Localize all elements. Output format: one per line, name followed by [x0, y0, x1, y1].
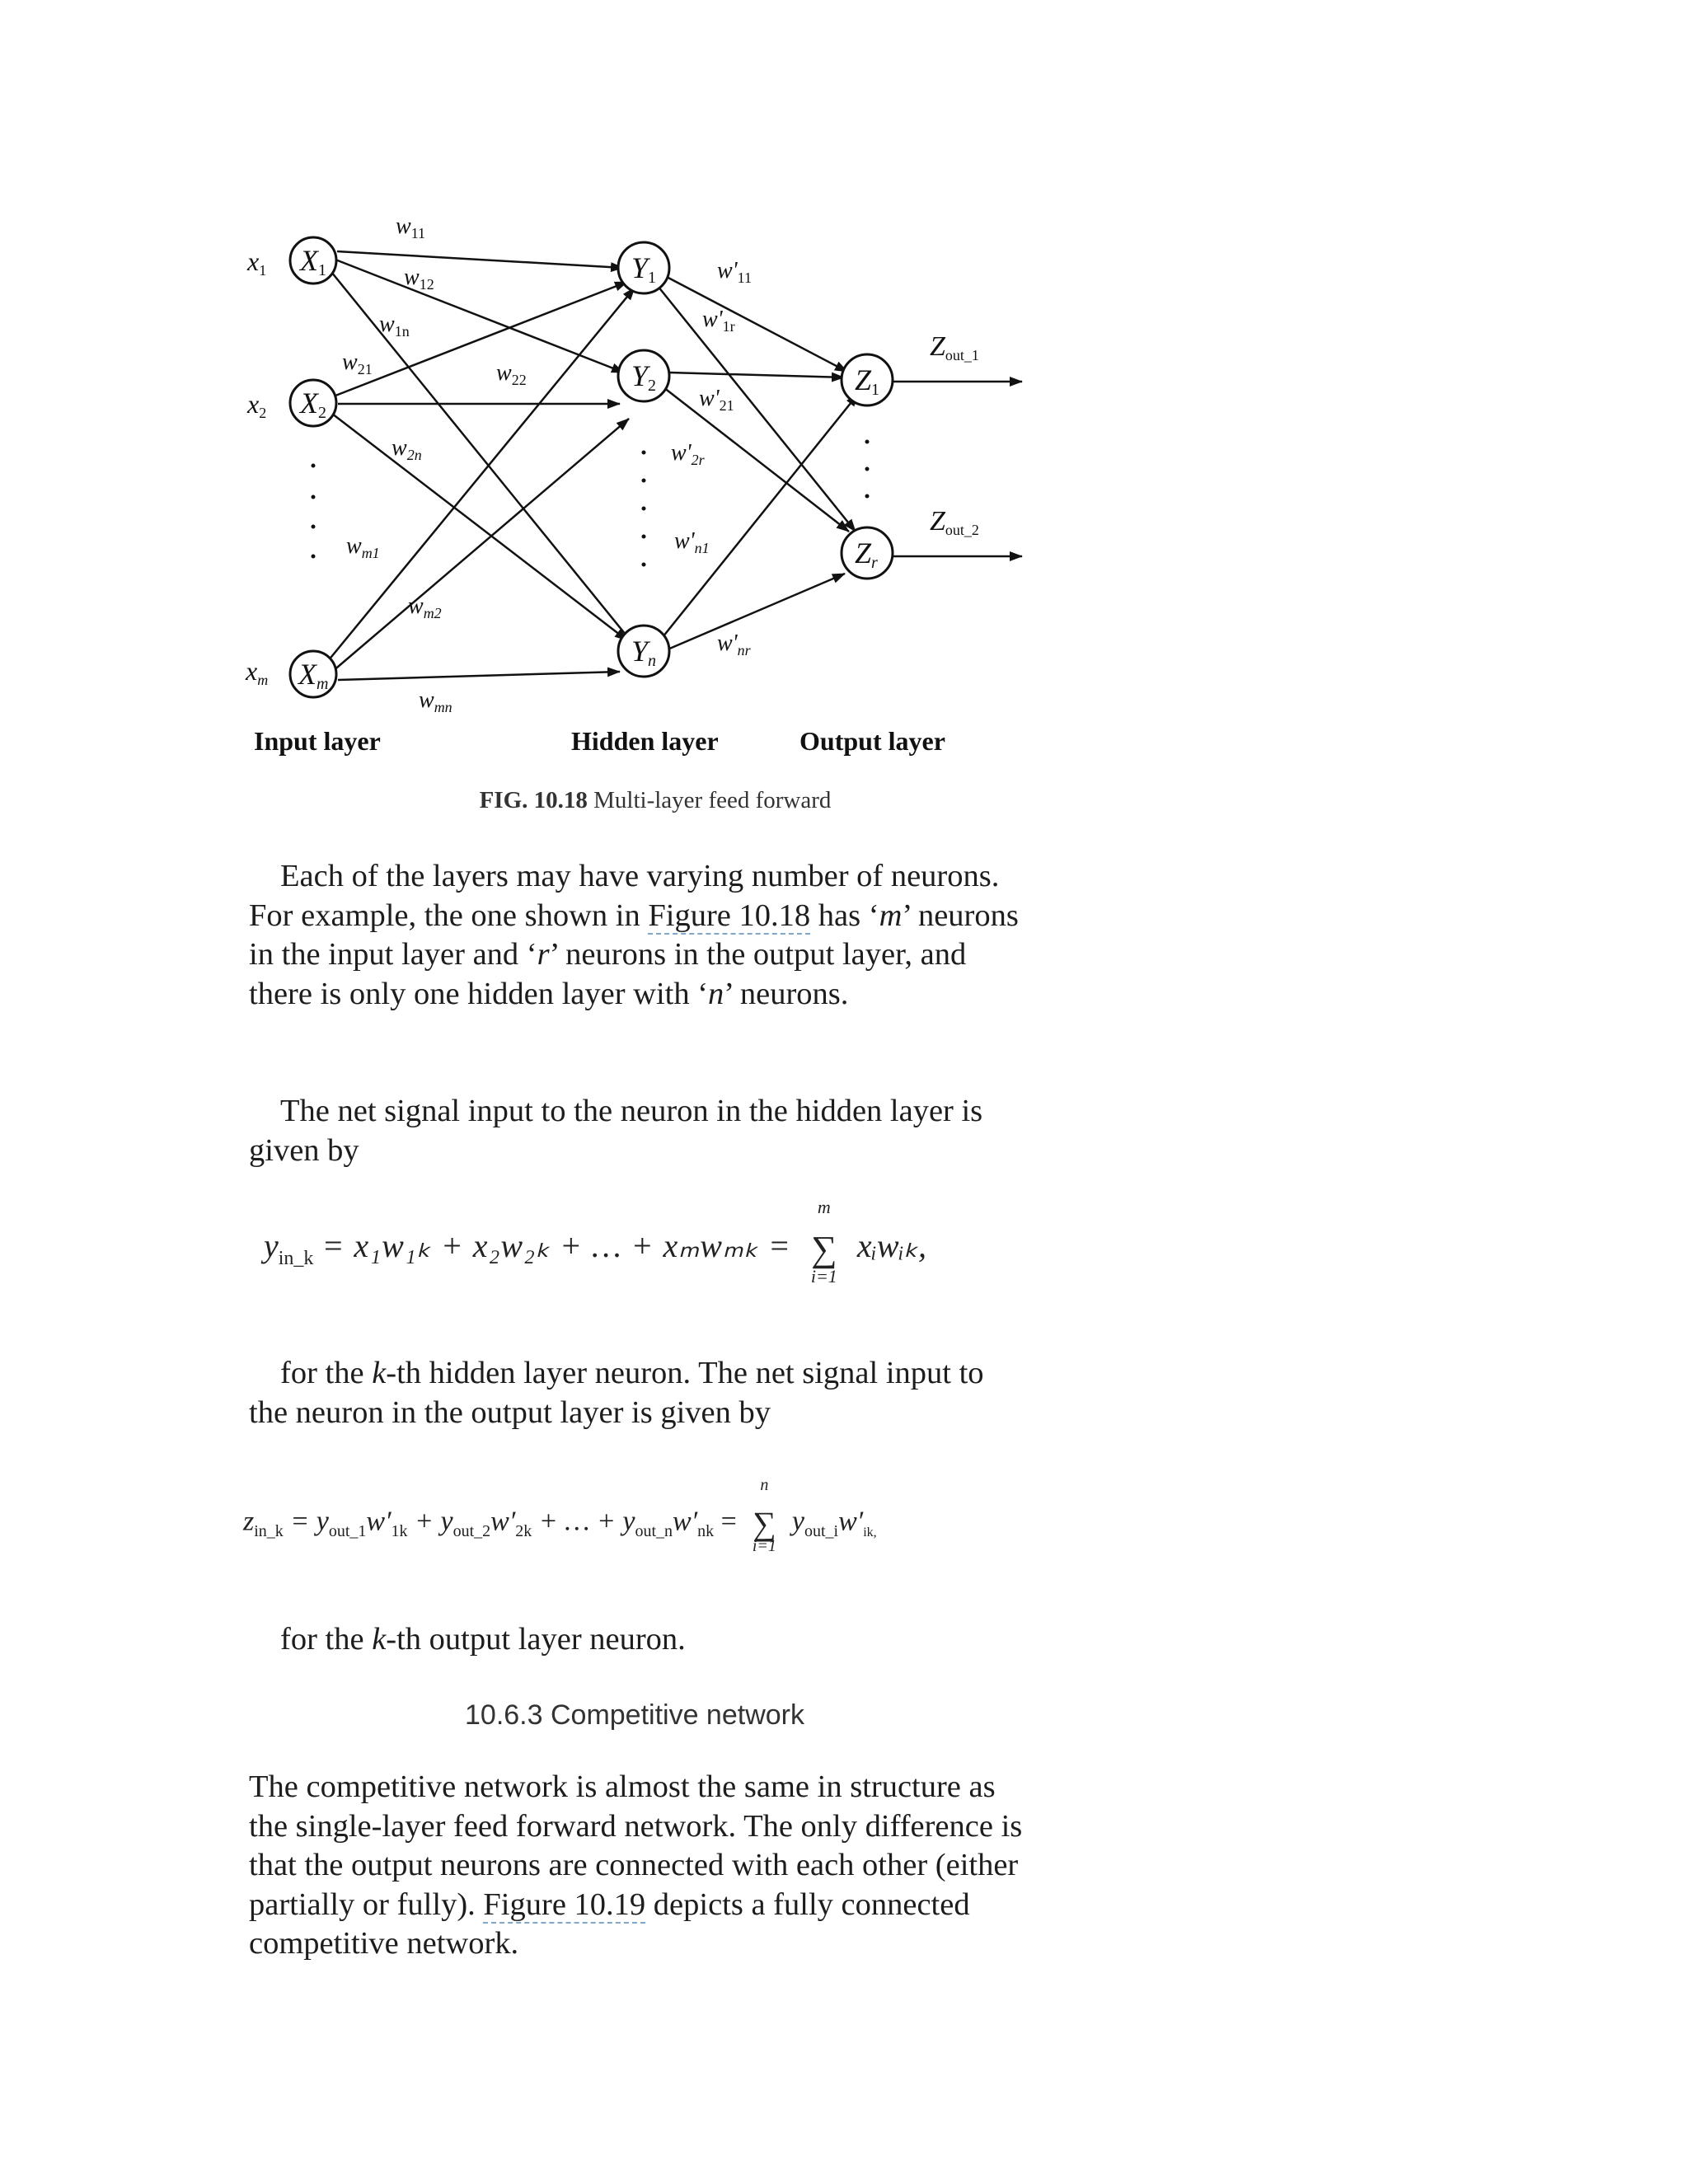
eq-rhs: = x₁w₁ₖ + x₂w₂ₖ + … + xₘwₘₖ = [321, 1227, 791, 1264]
dot [865, 494, 870, 499]
weight-symbol: w' [717, 630, 738, 656]
svg-text:w22 [496, 360, 527, 388]
weight-symbol: w [419, 687, 434, 713]
node-label: Y [631, 635, 649, 668]
dot [312, 525, 316, 529]
figure-caption-label: FIG. 10.18 [479, 787, 588, 813]
eq-weight-1-sub: 1k [391, 1522, 408, 1541]
node-subscript: n [648, 652, 657, 670]
output-neuron-z1 [842, 354, 893, 405]
input-subscript: 2 [259, 405, 267, 421]
weight-symbol: w' [671, 440, 692, 466]
paragraph-text: ’ neurons in the output layer, and there is only one hidden layer with ‘ [249, 937, 967, 1011]
edge-yn-z1 [659, 394, 858, 641]
svg-text:w'21 [699, 386, 734, 414]
paragraph-output-input [249, 1354, 1024, 1432]
edge-x2-y1 [335, 282, 627, 396]
weight-subscript: 1n [394, 323, 410, 340]
figure-caption-text: Multi-layer feed forward [587, 787, 832, 813]
node-label: X [298, 658, 316, 691]
variable-m: m [879, 898, 903, 933]
dot [865, 467, 870, 471]
paragraph-text: The net signal input to the neuron in the hidden layer is given by [249, 1094, 983, 1168]
input-neuron-x2 [290, 380, 336, 426]
output-symbol: Z [930, 506, 945, 537]
dot [312, 464, 316, 468]
node-subscript: 2 [318, 404, 326, 422]
paragraph-text: -th output layer neuron. [386, 1622, 686, 1657]
eq-sum-y-sub: out_i [804, 1522, 839, 1541]
node-label: Y [631, 359, 649, 392]
figure-10-18-link[interactable]: Figure 10.18 [648, 898, 811, 933]
sum-operator [799, 1197, 849, 1287]
figure-10-19-link[interactable]: Figure 10.19 [483, 1886, 646, 1922]
edge-x1-y1 [337, 251, 623, 268]
eq-sum-w: w′ [838, 1506, 864, 1537]
dot [312, 495, 316, 499]
eq-weight-2-sub: 2k [515, 1522, 532, 1541]
eq-sum-w-sub: ik, [863, 1526, 877, 1540]
paragraph-text: ’ neurons. [724, 976, 849, 1011]
eq-term-1-sub: out_1 [328, 1522, 367, 1541]
weight-subscript: 1r [722, 318, 735, 335]
edge-xm-yn [338, 672, 620, 680]
svg-text:w1n [379, 312, 410, 340]
weight-symbol: w' [699, 386, 720, 411]
weight-symbol: w [496, 360, 512, 386]
edge-y1-z1 [665, 276, 847, 372]
eq-term-2-sub: out_2 [452, 1522, 491, 1541]
weight-symbol: w [392, 435, 407, 461]
dot [865, 440, 870, 444]
paragraph-text: -th hidden layer neuron. The net signal input to the neuron in the output layer is given by [249, 1356, 984, 1430]
input-label-xm [245, 656, 268, 688]
eq-weight-1: w′ [366, 1506, 392, 1537]
weight-subscript: 21 [357, 361, 373, 377]
svg-text:wm2 [408, 593, 442, 621]
eq-weight-3: w′ [673, 1506, 698, 1537]
edge-y2-z1 [669, 373, 844, 377]
weight-subscript: 2n [406, 447, 422, 463]
eq-term-3-sub: out_n [635, 1522, 673, 1541]
weight-symbol: w [408, 593, 424, 619]
eq-sum-term: xᵢwᵢₖ, [856, 1227, 926, 1264]
eq-weight-3-sub: nk [697, 1522, 715, 1541]
eq-weight-2: w′ [490, 1506, 516, 1537]
dot [642, 507, 646, 511]
edge-x2-yn [332, 414, 627, 640]
variable-r: r [537, 937, 550, 972]
svg-text:w'2r [671, 440, 706, 468]
weight-subscript: 2r [691, 452, 705, 468]
eq-lhs-sub: in_k [278, 1248, 314, 1269]
eq-equals: = [714, 1506, 737, 1537]
hidden-neuron-y2 [618, 350, 669, 401]
eq-lhs-sub: in_k [254, 1522, 284, 1541]
svg-text:wm1 [346, 533, 380, 561]
input-label-x1 [246, 246, 266, 279]
eq-term-1: = y [290, 1506, 329, 1537]
figure-caption [0, 787, 1311, 814]
svg-text:w11 [396, 213, 425, 241]
sum-lower: i=1 [752, 1537, 776, 1555]
svg-text:wmn [419, 687, 452, 715]
node-label: Y [631, 251, 649, 284]
dot [642, 451, 646, 455]
input-layer-label: Input layer [254, 726, 381, 756]
svg-text:w21 [342, 349, 373, 377]
weight-symbol: w' [717, 258, 738, 284]
node-label: X [300, 387, 318, 419]
dot [312, 555, 316, 559]
eq-term-2: + y [415, 1506, 453, 1537]
input-neuron-x1 [290, 237, 336, 284]
paragraph-text: depicts a fully connected competitive network. [249, 1886, 970, 1961]
node-subscript: 1 [648, 269, 657, 287]
variable-n: n [708, 976, 724, 1011]
eq-lhs: y [264, 1227, 279, 1264]
weight-symbol: w [342, 349, 358, 375]
equation-hidden-input [264, 1197, 926, 1287]
edge-yn-zr [668, 574, 845, 649]
eq-sum-y: y [791, 1506, 804, 1537]
paragraph-text: for the [280, 1622, 373, 1657]
paragraph-hidden-input [249, 1092, 1024, 1170]
weight-subscript: m1 [361, 545, 380, 561]
paragraph-text: for the [280, 1356, 373, 1390]
variable-k: k [372, 1356, 387, 1390]
weight-symbol: w [396, 213, 411, 239]
node-subscript: m [316, 675, 329, 693]
input-neuron-xm [290, 651, 336, 697]
weight-subscript: 21 [719, 397, 734, 414]
input-symbol: x [246, 656, 258, 686]
dot [642, 479, 646, 483]
node-subscript: 1 [871, 381, 880, 399]
node-subscript: r [871, 554, 878, 572]
weight-symbol: w' [702, 307, 723, 332]
node-label: X [300, 244, 318, 277]
sum-upper: m [817, 1197, 831, 1218]
sum-operator [743, 1476, 785, 1555]
svg-text:w'nr [717, 630, 752, 658]
weight-symbol: w' [674, 528, 695, 554]
weight-symbol: w [404, 265, 420, 290]
dot [642, 535, 646, 539]
node-label: Z [855, 363, 872, 396]
section-heading: 10.6.3 Competitive network [465, 1699, 804, 1731]
weight-subscript: nr [737, 642, 751, 658]
variable-k: k [372, 1622, 387, 1657]
hidden-neuron-yn [618, 626, 669, 677]
paragraph-text: ’ neurons in the input layer and ‘ [249, 898, 1019, 972]
eq-lhs: z [243, 1506, 255, 1537]
output-subscript: out_2 [945, 522, 979, 538]
sum-lower: i=1 [810, 1266, 837, 1287]
edge-x1-yn [328, 268, 633, 644]
input-symbol: x [247, 246, 260, 276]
weight-subscript: 11 [737, 269, 753, 286]
sigma-symbol: ∑ [753, 1505, 776, 1542]
node-subscript: 1 [318, 261, 326, 279]
output-label-1 [930, 331, 979, 363]
output-symbol: Z [930, 331, 945, 362]
output-layer-label: Output layer [799, 726, 945, 756]
weight-subscript: 22 [511, 372, 527, 388]
sum-upper: n [760, 1476, 769, 1494]
weight-subscript: m2 [423, 605, 442, 621]
weight-subscript: n1 [694, 540, 710, 556]
paragraph-text: has ‘ [810, 898, 879, 933]
input-label-x2 [246, 389, 266, 421]
input-hidden-connections [324, 251, 635, 680]
weight-subscript: 11 [410, 225, 426, 241]
eq-term-3: + … + y [538, 1506, 635, 1537]
paragraph-text: The competitive network is almost the same in structure as the single-layer feed forward network. The only difference is that the output neurons are connected with each other (either partially or fully). [249, 1769, 1023, 1922]
input-symbol: x [247, 389, 260, 419]
node-label: Z [855, 537, 872, 569]
weight-symbol: w [379, 312, 395, 337]
paragraph-text: Each of the layers may have varying number of neurons. For example, the one shown in [249, 859, 1000, 933]
hidden-neuron-y1 [618, 242, 669, 293]
svg-text:w'11 [717, 258, 752, 286]
output-label-2 [930, 506, 979, 538]
edge-y1-zr [658, 286, 856, 532]
dot [642, 563, 646, 567]
paragraph-layers [249, 857, 1024, 1014]
svg-text:w2n [392, 435, 422, 463]
sigma-symbol: ∑ [811, 1229, 837, 1270]
input-subscript: m [257, 672, 269, 688]
equation-output-input [243, 1476, 877, 1555]
paragraph-competitive [249, 1768, 1024, 1964]
input-subscript: 1 [259, 262, 267, 279]
svg-text:w12 [404, 265, 434, 293]
weight-subscript: mn [434, 699, 452, 715]
node-subscript: 2 [648, 377, 657, 395]
weight-subscript: 12 [419, 276, 434, 293]
svg-text:w'n1 [674, 528, 710, 556]
hidden-layer-label: Hidden layer [571, 726, 719, 756]
output-neuron-zr [842, 527, 893, 579]
output-subscript: out_1 [945, 347, 979, 363]
paragraph-output-neuron [249, 1620, 1024, 1660]
network-diagram [239, 202, 1063, 771]
weight-symbol: w [346, 533, 362, 559]
